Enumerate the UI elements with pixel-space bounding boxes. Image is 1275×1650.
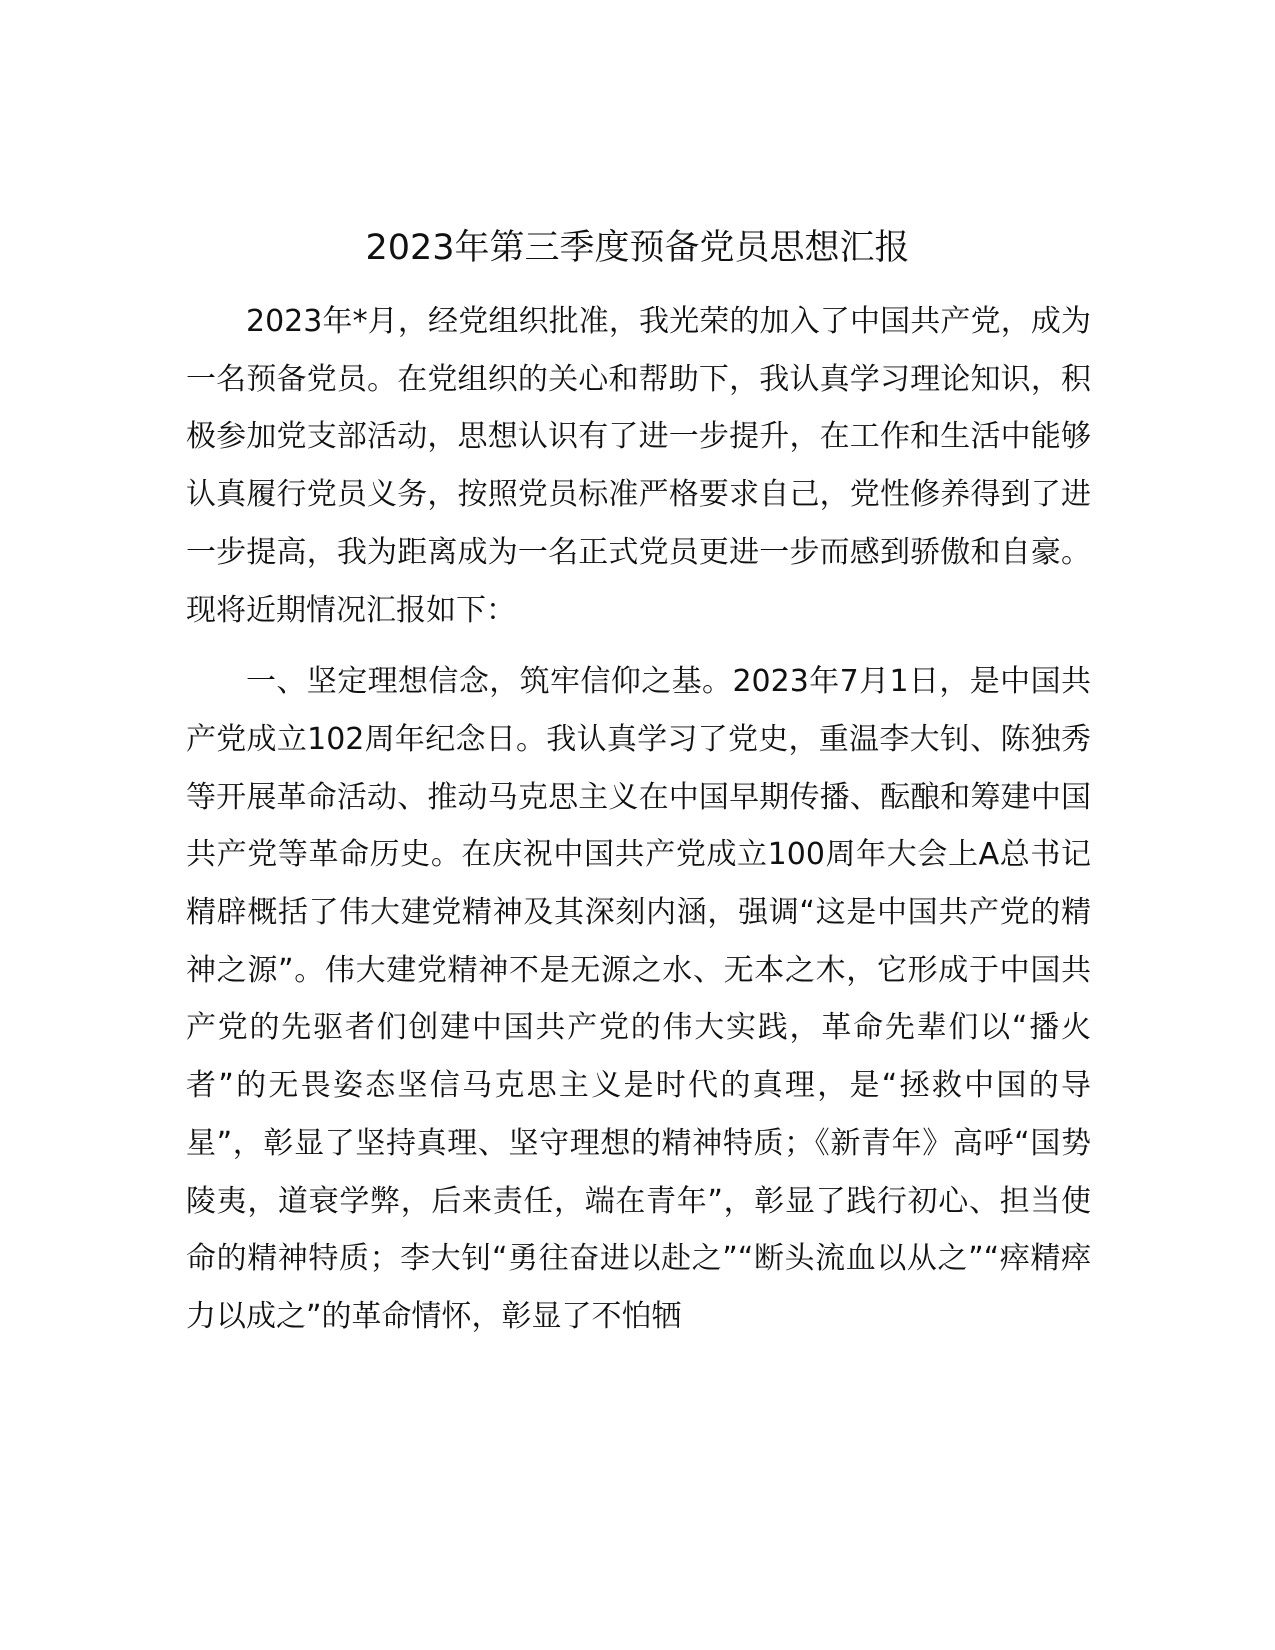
paragraph-intro: 2023年*月，经党组织批准，我光荣的加入了中国共产党，成为一名预备党员。在党组织的关心和帮助下，我认真学习理论知识，积极参加党支部活动，思想认识有了进一步提升，在工作和生活中能够认真履行党员义务，按照党员标准严格要求自己，党性修养得到了进一步提高，我为距离成为一名正式党员更进一步而感到骄傲和自豪。现将近期情况汇报如下： <box>186 304 1091 628</box>
paragraph-section-one: 一、坚定理想信念，筑牢信仰之基。2023年7月1日，是中国共产党成立102周年纪念日。我认真学习了党史，重温李大钊、陈独秀等开展革命活动、推动马克思主义在中国早期传播、酝酿和筹建中国共产党等革命历史。在庆祝中国共产党成立100周年大会上A总书记精辟概括了伟大建党精神及其深刻内涵，强调“这是中国共产党的精神之源”。伟大建党精神不是无源之水、无本之木，它形成于中国共产党的先驱者们创建中国共产党的伟大实践，革命先辈们以“播火者”的无畏姿态坚信马克思主义是时代的真理，是“拯救中国的导星”，彰显了坚持真理、坚守理想的精神特质；《新青年》高呼“国势陵夷，道衰学弊，后来责任，端在青年”，彰显了践行初心、担当使命的精神特质；李大钊“勇往奋进以赴之”“断头流血以从之”“瘁精瘁力以成之”的革命情怀，彰显了不怕牺 <box>186 664 1091 1334</box>
document-title: 2023年第三季度预备党员思想汇报 <box>365 228 910 268</box>
document-body <box>186 293 1091 1346</box>
